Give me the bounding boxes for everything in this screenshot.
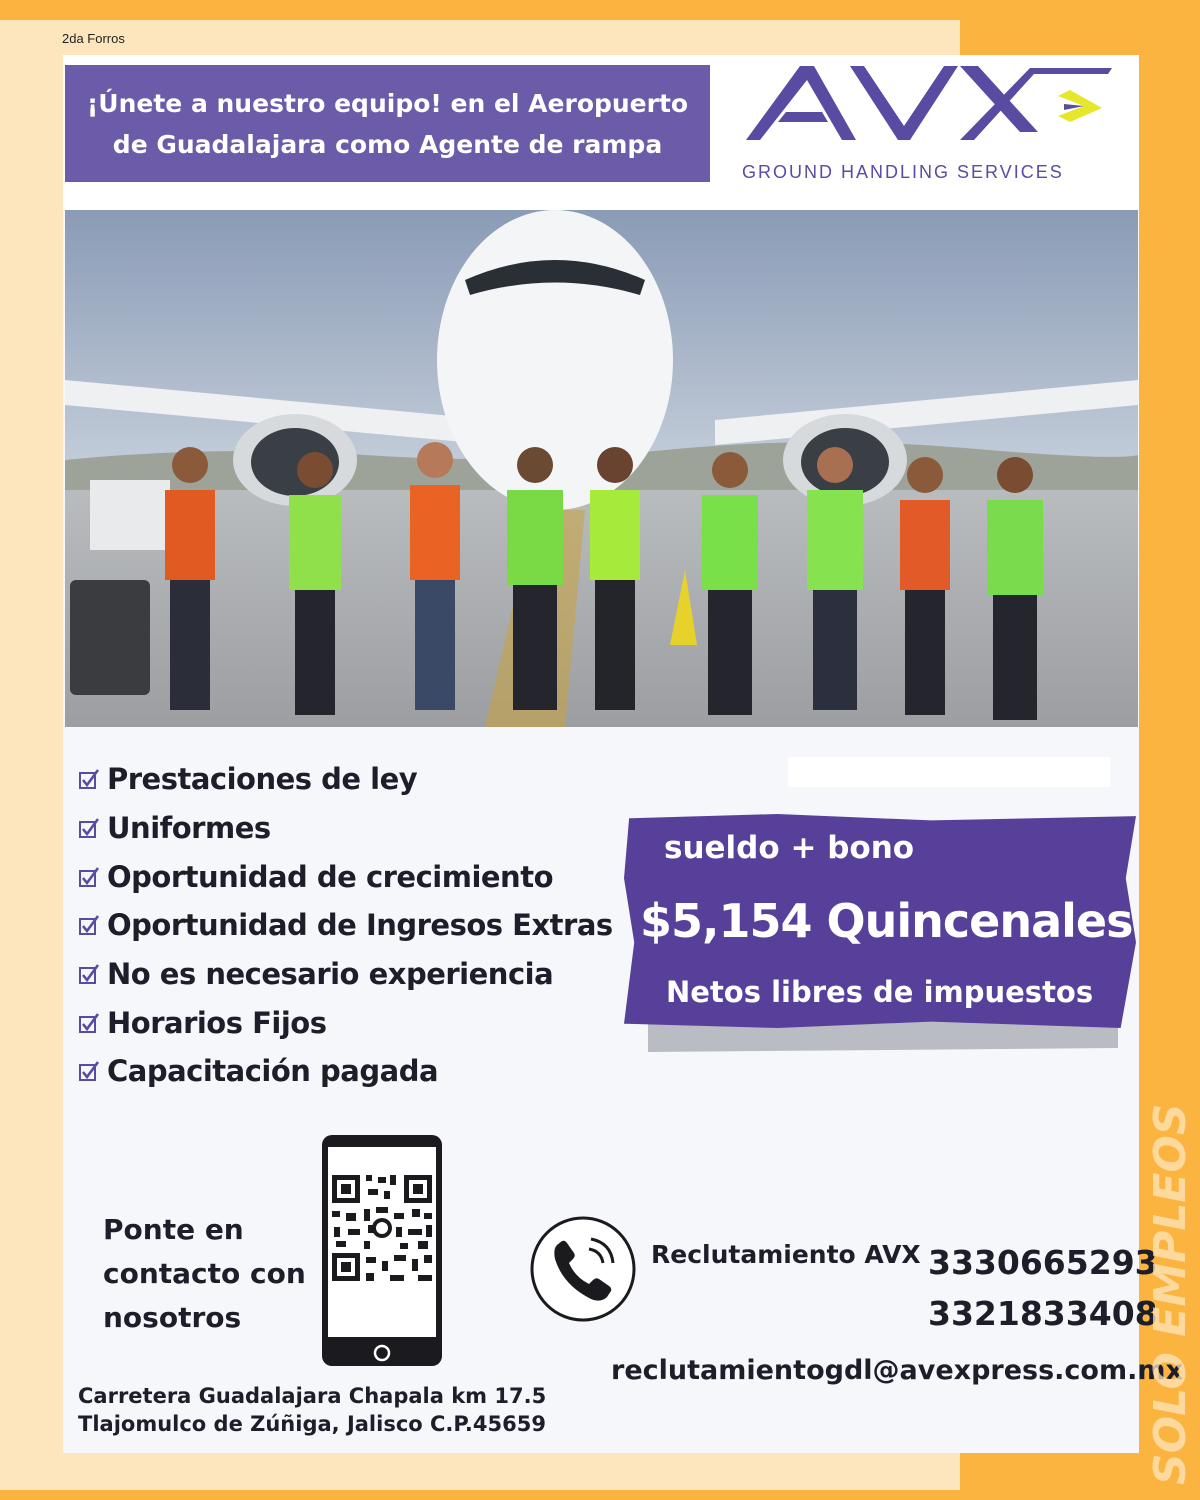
benefit-item [78,852,613,901]
smartphone-qr-code-icon[interactable] [320,1133,444,1368]
contact-prompt-line: Ponte en [103,1213,244,1246]
top-strip [0,0,1200,22]
benefit-item [78,804,613,853]
benefit-item [78,901,613,950]
logo-tagline: GROUND HANDLING SERVICES [742,162,1064,182]
benefit-label: Oportunidad de Ingresos Extras [107,908,613,943]
recruitment-label: Reclutamiento AVX [651,1240,921,1269]
checkbox-checked-icon [78,817,100,839]
email-address[interactable]: reclutamientogdl@avexpress.com.mx [611,1355,1183,1386]
phone-number-2[interactable]: 3321833408 [928,1294,1158,1333]
checkbox-checked-icon [78,1012,100,1034]
benefits-list [78,755,613,1096]
address-line: Carretera Guadalajara Chapala km 17.5 [78,1384,547,1408]
benefit-label: Oportunidad de crecimiento [107,859,553,894]
solo-empleos-vertical-brand [1145,1100,1197,1490]
salary-note: Netos libres de impuestos [666,975,1094,1009]
checkbox-checked-icon [78,1060,100,1082]
contact-prompt-line: nosotros [103,1301,242,1334]
salary-amount: $5,154 Quincenales [640,894,1133,948]
benefit-item [78,755,613,804]
address-line: Tlajomulco de Zúñiga, Jalisco C.P.45659 [78,1412,546,1436]
phone-number-1[interactable]: 3330665293 [928,1243,1158,1282]
svg-text:SOLO EMPLEOS: SOLO EMPLEOS [1145,1103,1196,1485]
address-block [78,1382,546,1438]
phone-call-icon [529,1215,637,1323]
headline-line-2: de Guadalajara como Agente de rampa [112,129,663,159]
headline-box [65,65,710,182]
benefit-label: No es necesario experiencia [107,957,554,992]
benefit-item [78,998,613,1047]
benefit-item [78,1047,613,1096]
benefit-label: Capacitación pagada [107,1054,439,1089]
benefit-item [78,950,613,999]
salary-subtitle: sueldo + bono [664,830,915,866]
checkbox-checked-icon [78,768,100,790]
team-airplane-photo [65,210,1138,727]
benefit-label: Prestaciones de ley [107,762,418,797]
checkbox-checked-icon [78,963,100,985]
benefit-label: Uniformes [107,811,271,846]
checkbox-checked-icon [78,866,100,888]
benefit-label: Horarios Fijos [107,1005,327,1040]
headline-line-1: ¡Únete a nuestro equipo! en el Aeropuerto [86,88,689,118]
checkbox-checked-icon [78,914,100,936]
contact-prompt-line: contacto con [103,1257,306,1290]
blank-strip [788,757,1110,787]
contact-prompt [103,1208,306,1340]
section-label: 2da Forros [62,31,125,46]
